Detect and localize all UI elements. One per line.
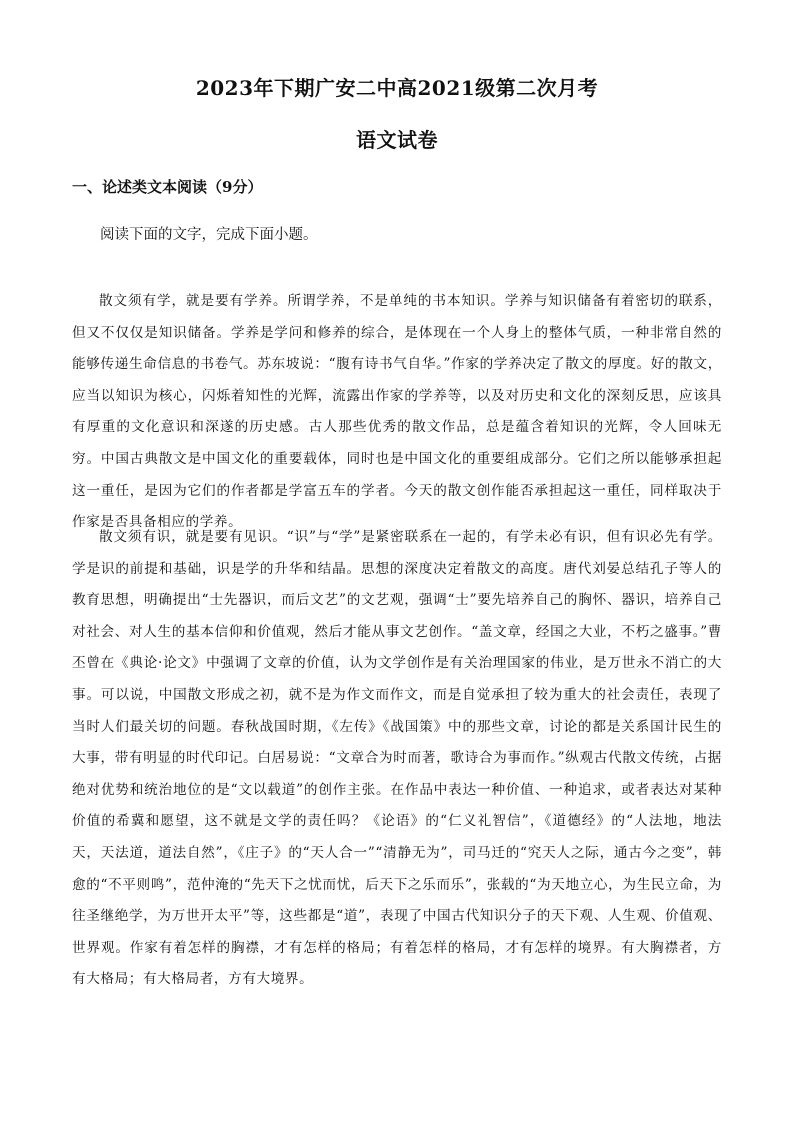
passage-paragraph-1: 散文须有学，就是要有学养。所谓学养，不是单纯的书本知识。学养与知识储备有着密切的联系，但又不仅仅是知识储备。学养是学问和修养的综合，是体现在一个人身上的整体气质，一种非常自然的能够传递生命信息的书卷气。苏东坡说：“腹有诗书气自华。”作家的学养决定了散文的厚度。好的散文，应当以知识为核心，闪烁着知性的光辉，流露出作家的学养等，以及对历史和文化的深刻反思，应该具有厚重的文化意识和深遂的历史感。古人那些优秀的散文作品，总是蕴含着知识的光辉，令人回味无穷。中国古典散文是中国文化的重要载体，同时也是中国文化的重要组成部分。它们之所以能够承担起这一重任，是因为它们的作者都是学富五车的学者。今天的散文创作能否承担起这一重任，同样取决于作家是否具备相应的学养。	[72, 293, 722, 531]
reading-instruction: 阅读下面的文字，完成下面小题。	[100, 227, 318, 243]
section-heading: 一、论述类文本阅读（9分）	[72, 178, 263, 196]
passage-paragraph-2: 散文须有识，就是要有见识。“识”与“学”是紧密联系在一起的，有学未必有识，但有识必先有学。学是识的前提和基础，识是学的升华和结晶。思想的深度决定着散文的高度。唐代刘晏总结孔子等人的教育思想，明确提出“士先器识，而后文艺”的文艺观，强调“士”要先培养自己的胸怀、器识，培养自己对社会、对人生的基本信仰和价值观，然后才能从事文艺创作。“盖文章，经国之大业，不朽之盛事。”曹丕曾在《典论·论文》中强调了文章的价值，认为文学创作是有关治理国家的伟业，是万世永不消亡的大事。可以说，中国散文形成之初，就不是为作文而作文，而是自觉承担了较为重大的社会责任，表现了当时人们最关切的问题。春秋战国时期，《左传》《战国策》中的那些文章，讨论的都是关系国计民生的大事，带有明显的时代印记。白居易说：“文章合为时而著，歌诗合为事而作。”纵观古代散文传统，占据绝对优势和统治地位的是“文以载道”的创作主张。在作品中表达一种价值、一种追求，或者表达对某种价值的希冀和愿望，这不就是文学的责任吗？《论语》的“仁义礼智信”，《道德经》的“人法地，地法天，天法道，道法自然”，《庄子》的“天人合一”“清静无为”，司马迁的“究天人之际，通古今之变”，韩愈的“不平则鸣”，范仲淹的“先天下之忧而忧，后天下之乐而乐”，张载的“为天地立心，为生民立命，为往圣继绝学，为万世开太平”等，这些都是“道”，表现了中国古代知识分子的天下观、人生观、价值观、世界观。作家有着怎样的胸襟，才有怎样的格局；有着怎样的格局，才有怎样的境界。有大胸襟者，方有大格局；有大格局者，方有大境界。	[72, 529, 722, 988]
exam-title: 2023年下期广安二中高2021级第二次月考	[195, 76, 599, 100]
exam-subtitle: 语文试卷	[356, 128, 438, 152]
